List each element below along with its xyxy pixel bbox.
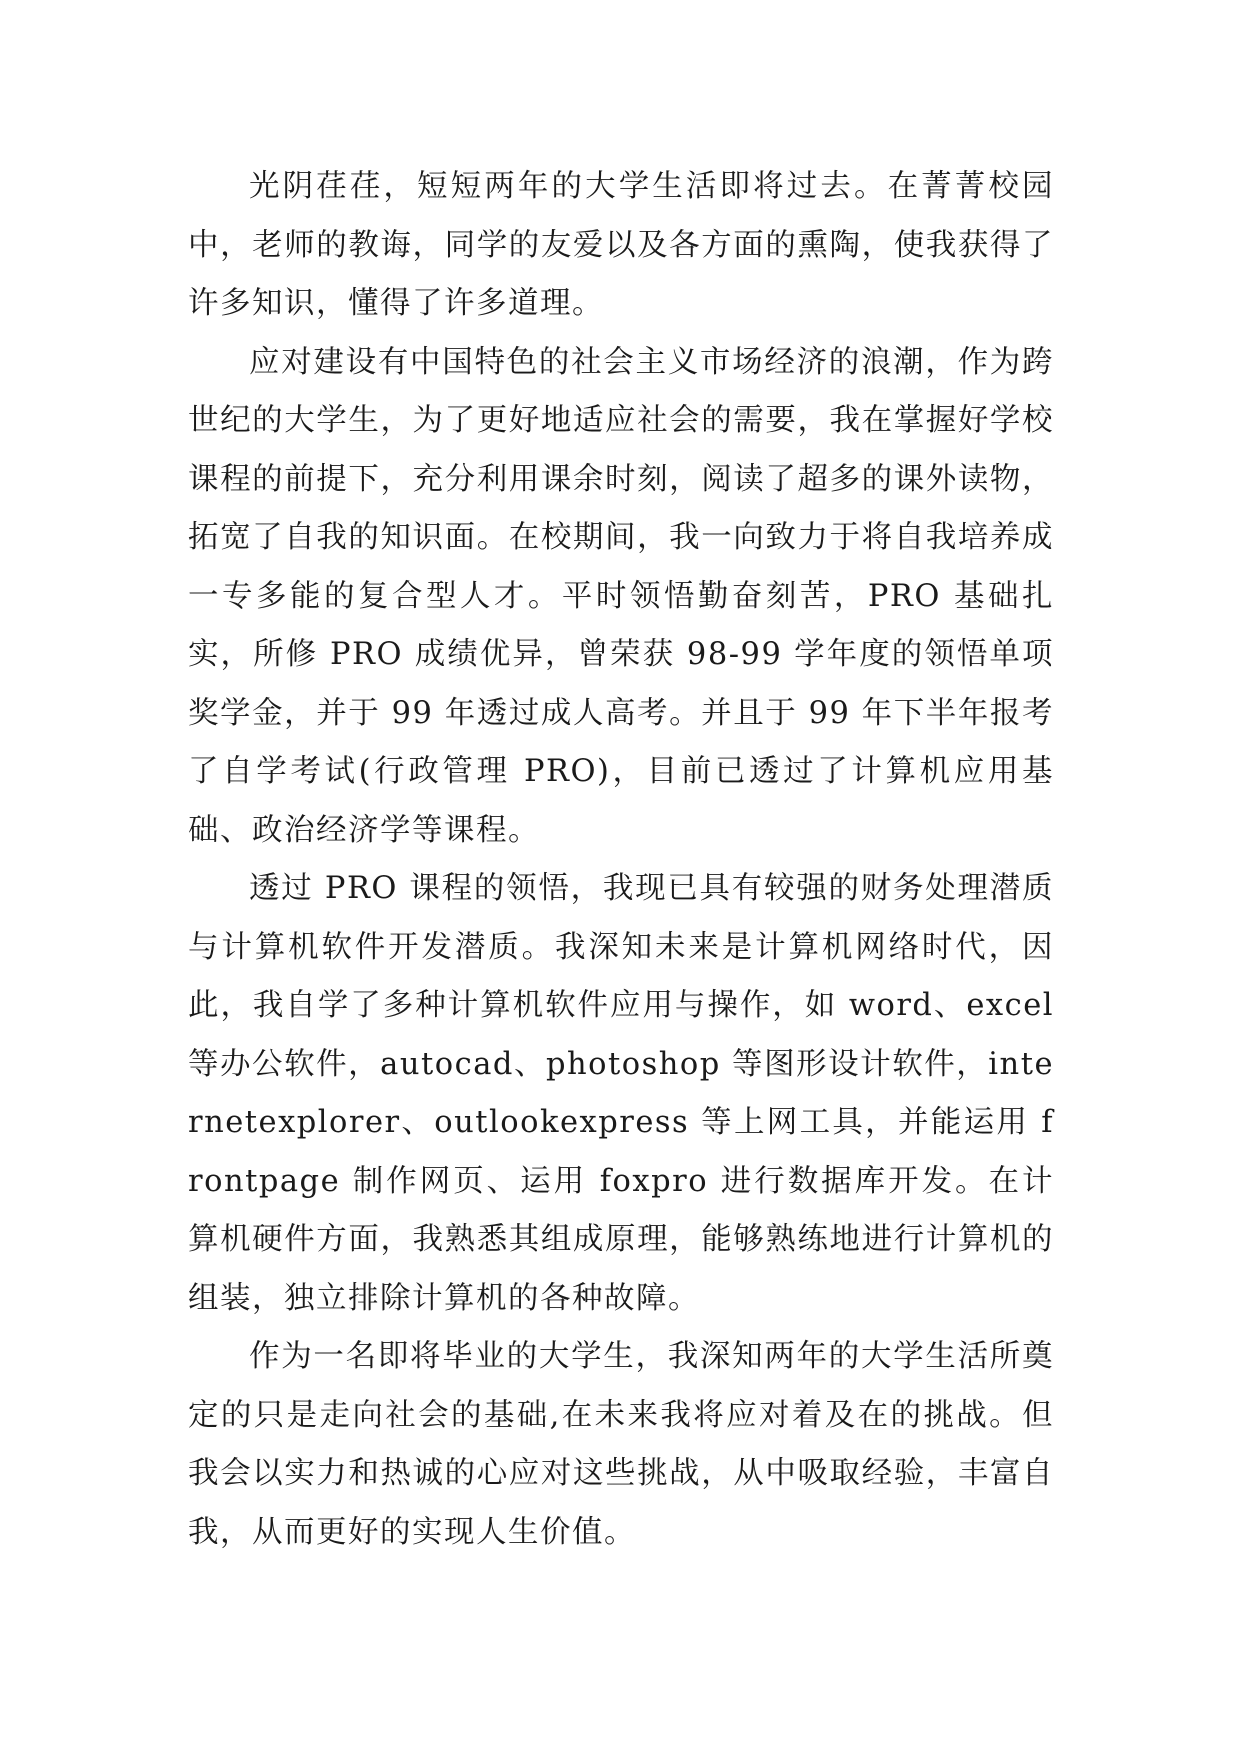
- paragraph-1: 光阴荏荏，短短两年的大学生活即将过去。在菁菁校园中，老师的教诲，同学的友爱以及各方面的熏陶，使我获得了许多知识，懂得了许多道理。: [188, 169, 1054, 321]
- document-body: [188, 158, 1054, 1562]
- paragraph-4: 作为一名即将毕业的大学生，我深知两年的大学生活所奠定的只是走向社会的基础,在未来我将应对着及在的挑战。但我会以实力和热诚的心应对这些挑战，从中吸取经验，丰富自我，从而更好的实现人生价值。: [188, 1339, 1054, 1550]
- paragraph-3: 透过 PRO 课程的领悟，我现已具有较强的财务处理潜质与计算机软件开发潜质。我深知未来是计算机网络时代，因此，我自学了多种计算机软件应用与操作，如 word、excel 等办公软件，autocad、photoshop 等图形设计软件，internetexplorer、outlookexpress 等上网工具，并能运用 frontpage 制作网页、运用 foxpro 进行数据库开发。在计算机硬件方面，我熟悉其组成原理，能够熟练地进行计算机的组装，独立排除计算机的各种故障。: [188, 871, 1054, 1316]
- paragraph-2: 应对建设有中国特色的社会主义市场经济的浪潮，作为跨世纪的大学生，为了更好地适应社会的需要，我在掌握好学校课程的前提下，充分利用课余时刻，阅读了超多的课外读物，拓宽了自我的知识面。在校期间，我一向致力于将自我培养成一专多能的复合型人才。平时领悟勤奋刻苦，PRO 基础扎实，所修 PRO 成绩优异，曾荣获 98-99 学年度的领悟单项奖学金，并于 99 年透过成人高考。并且于 99 年下半年报考了自学考试(行政管理 PRO)，目前已透过了计算机应用基础、政治经济学等课程。: [188, 344, 1054, 848]
